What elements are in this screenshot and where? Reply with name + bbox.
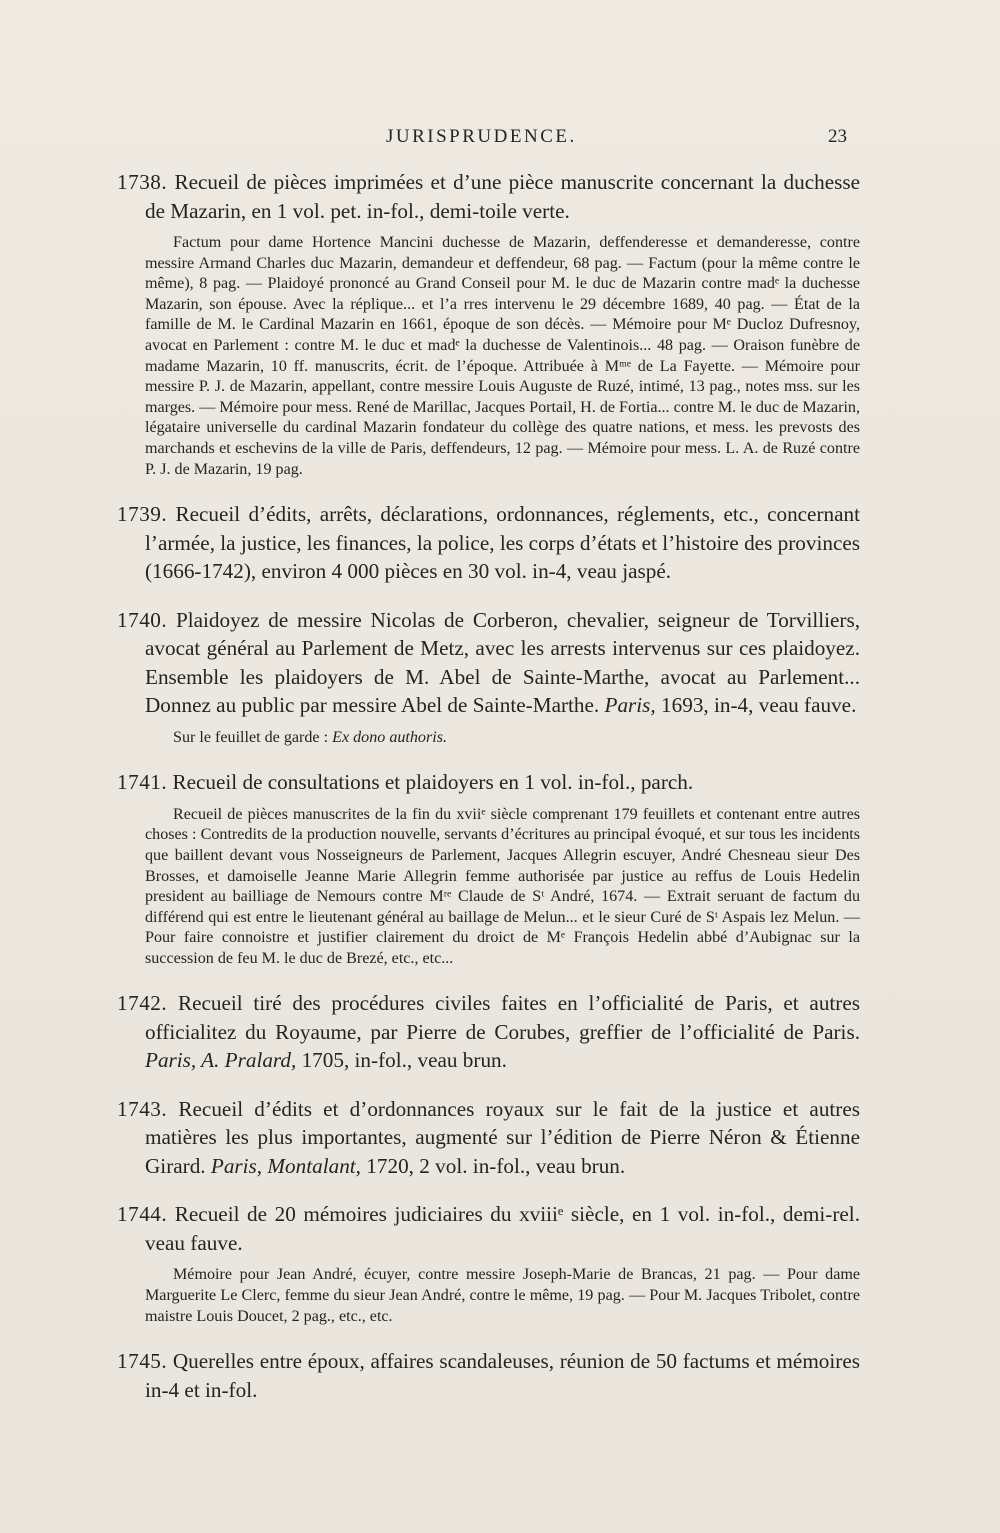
entry-main-text [115,606,860,720]
entry-description: Querelles entre époux, affaires scandaleuses, réunion de 50 factums et mémoires in-4 et in-fol. [145,1349,860,1402]
entry-imprint-details: 1705, in-fol., veau brun. [301,1048,507,1073]
entry-number: 1745. [117,1349,168,1374]
entry-note-prefix: Sur le feuillet de garde : [173,728,329,746]
running-title: JURISPRUDENCE. [386,126,577,147]
entry-main-text [115,168,860,225]
entry-main-text [115,1200,860,1257]
entry-description: Recueil d’édits et d’ordonnances royaux sur le fait de la justice et autres matières les plus importantes, augmenté sur l’édition de Pierre Néron & Étienne Girard. [145,1096,861,1178]
entry-main-text [115,500,860,586]
entry-main-text [115,1347,860,1404]
catalogue-entry-1740 [115,606,860,749]
entry-number: 1740. [117,607,168,632]
entry-description: Recueil de 20 mémoires judiciaires du xviiiᵉ siècle, en 1 vol. in-fol., demi-rel. veau fauve. [145,1202,860,1255]
entry-description: Recueil tiré des procédures civiles faites en l’officialité de Paris, et autres officialitez du Royaume, par Pierre de Corubes, greffier de l’officialité de Paris. [145,991,861,1044]
entry-main-text [115,1095,860,1181]
catalogue-entry-1739 [115,500,860,586]
entry-imprint-details: 1693, in-4, veau fauve. [661,693,857,718]
catalogue-entry-1742 [115,989,860,1075]
entry-number: 1742. [117,991,168,1016]
entry-imprint-place: Paris, Montalant, [210,1153,361,1178]
entry-note: Mémoire pour Jean André, écuyer, contre messire Joseph-Marie de Brancas, 21 pag. — Pour dame Marguerite Le Clerc, femme du sieur Jean André, contre le même, 19 pag. — Pour M. Jacques Tribolet, contre maistre Louis Doucet, 2 pag., etc., etc. [145,1266,860,1325]
entry-description: Recueil d’édits, arrêts, déclarations, ordonnances, réglements, etc., concernant l’armée, la justice, les finances, la police, les corps d’états et l’histoire des provinces (1666-1742), environ 4 000 pièces en 30 vol. in-4, veau jaspé. [145,502,860,584]
entry-imprint-place: Paris, A. Pralard, [145,1048,297,1073]
catalogue-entry-1743 [115,1095,860,1181]
running-head [0,126,1000,156]
catalogue-entry-1744 [115,1200,860,1327]
entry-imprint-place: Paris, [604,693,656,718]
entry-note-italic: Ex dono authoris. [332,728,447,746]
entry-main-text [115,768,860,797]
entry-note [115,728,860,749]
catalogue-entries [115,168,860,1424]
entry-number: 1739. [117,502,168,527]
entry-description: Plaidoyez de messire Nicolas de Corberon, chevalier, seigneur de Torvilliers, avocat général au Parlement de Metz, avec les arrests intervenus sur ces plaidoyez. Ensemble les plaidoyers de M. Abel de Sainte-Marthe, avocat au Parlement... Donnez au public par messire Abel de Sainte-Marthe. [145,607,860,718]
entry-main-text [115,989,860,1075]
entry-note: Recueil de pièces manuscrites de la fin du xviiᵉ siècle comprenant 179 feuillets et contenant entre autres choses : Contredits de la production nouvelle, servants d’écritures au principal évoqué, et sur tous les incidents que baillent devant vous Nosseigneurs de Parlement, Jacques Allegrin escuyer, André Chesneau sieur Des Brosses, et damoiselle Jeanne Marie Allegrin femme authorisée par justice au reffus de Louis Hedelin president au bailliage de Nemours contre Mʳᵉ Claude de Sᵗ André, 1674. — Extrait seruant de factum du différend qui est entre le lieutenant général au baillage de Melun... et le sieur Curé de Sᵗ Aspais lez Melun. — Pour faire connoistre et justifier clairement du droict de Mᵉ François Hedelin abbé d’Aubignac sur la succession de feu M. le duc de Brezé, etc., etc... [145,805,860,967]
entry-number: 1738. [117,170,168,194]
entry-description: Recueil de consultations et plaidoyers en 1 vol. in-fol., parch. [172,770,694,795]
catalogue-entry-1745 [115,1347,860,1404]
entry-number: 1744. [117,1202,168,1227]
entry-note: Factum pour dame Hortence Mancini duchesse de Mazarin, deffenderesse et demanderesse, contre messire Armand Charles duc Mazarin, demandeur et deffendeur, 68 pag. — Factum (pour la même contre le même), 8 pag. — Plaidoyé prononcé au Grand Conseil pour M. le duc de Mazarin contre madᵉ la duchesse Mazarin, son épouse. Avec la réplique... et l’a rres intervenu le 29 décembre 1689, 40 pag. — État de la famille de M. le Cardinal Mazarin en 1661, époque de son décès. — Mémoire pour Mᵉ Ducloz Dufresnoy, avocat en Parlement : contre M. le duc et madᵉ la duchesse de Valentinois... 48 pag. — Oraison funèbre de madame Mazarin, 10 ff. manuscrits, écrit. de l’époque. Attribuée à Mᵐᵉ de La Fayette. — Mémoire pour messire P. J. de Mazarin, appellant, contre messire Louis Auguste de Ruzé, intimé, 13 pag., notes mss. sur les marges. — Mémoire pour mess. René de Marillac, Jacques Portail, H. de Fortia... contre M. le duc de Mazarin, légataire universelle du cardinal Mazarin fondateur du collège des quatre nations, et mess. les prevosts des marchands et eschevins de la ville de Paris, deffendeurs, 12 pag. — Mémoire pour mess. L. A. de Ruzé contre P. J. de Mazarin, 19 pag. [145,234,860,478]
entry-number: 1743. [117,1096,168,1121]
page-number: 23 [828,126,847,147]
catalogue-entry-1741 [115,768,860,969]
entry-imprint-details: 1720, 2 vol. in-fol., veau brun. [366,1153,626,1178]
catalogue-entry-1738 [115,168,860,480]
entry-number: 1741. [117,770,168,795]
entry-description: Recueil de pièces imprimées et d’une pièce manuscrite concernant la duchesse de Mazarin, en 1 vol. pet. in-fol., demi-toile verte. [145,170,861,223]
